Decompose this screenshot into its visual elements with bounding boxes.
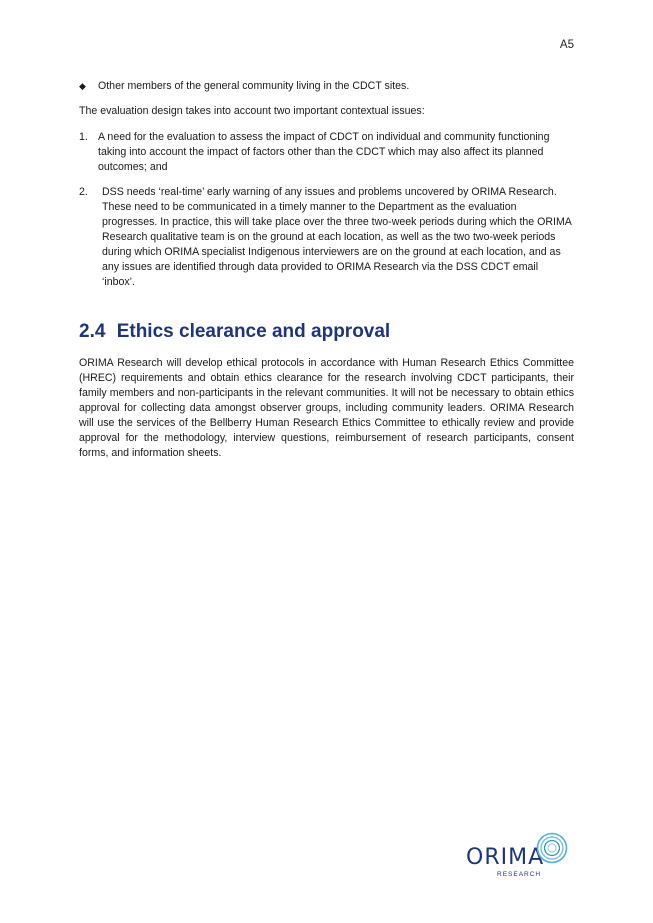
list-item (79, 130, 574, 175)
section-title: Ethics clearance and approval (116, 321, 391, 342)
intro-paragraph: The evaluation design takes into account two important contextual issues: (79, 105, 425, 117)
document-body (79, 79, 574, 461)
list-text: A need for the evaluation to assess the impact of CDCT on individual and community functioning taking into account the impact of factors other than the CDCT which may also affect its planned outcomes; and (98, 131, 550, 173)
bullet-item (79, 79, 574, 94)
logo-wordmark: ORIMA (466, 845, 545, 870)
section-number: 2.4 (79, 321, 106, 342)
bullet-text: Other members of the general community living in the CDCT sites. (98, 80, 410, 92)
section-paragraph: ORIMA Research will develop ethical protocols in accordance with Human Research Ethics Committee (HREC) requirements and obtain ethics clearance for the research involving CDCT participants, their family members and non-participants in the relevant communities. It will not be necessary to obtain ethics approval for collecting data amongst observer groups, including community leaders. ORIMA Research will use the services of the Bellberry Human Research Ethics Committee to ethically review and provide approval for the methodology, interview questions, reimbursement of research participants, consent forms, and information sheets. (79, 357, 574, 459)
issues-list (79, 130, 574, 290)
list-number: 2. (79, 186, 88, 198)
page-number: A5 (559, 39, 574, 51)
list-number: 1. (79, 131, 88, 143)
section-heading (79, 320, 574, 344)
list-item (79, 185, 574, 290)
logo-tagline: RESEARCH (497, 871, 542, 878)
logo-rings-icon (536, 832, 568, 864)
list-text: DSS needs ‘real-time’ early warning of any issues and problems uncovered by ORIMA Research. These need to be communicated in a timely manner to the Department as the evaluation progresses. In practice, this will take place over the three two-week periods during which the ORIMA Research qualitative team is on the ground at each location, as well as the two two-week periods during which ORIMA specialist Indigenous interviewers are on the ground at each location, and as any issues are identified through data provided to ORIMA Research via the DSS CDCT email ‘inbox’. (102, 186, 572, 288)
orima-logo (466, 832, 576, 882)
diamond-bullet-icon: ◆ (79, 81, 86, 91)
